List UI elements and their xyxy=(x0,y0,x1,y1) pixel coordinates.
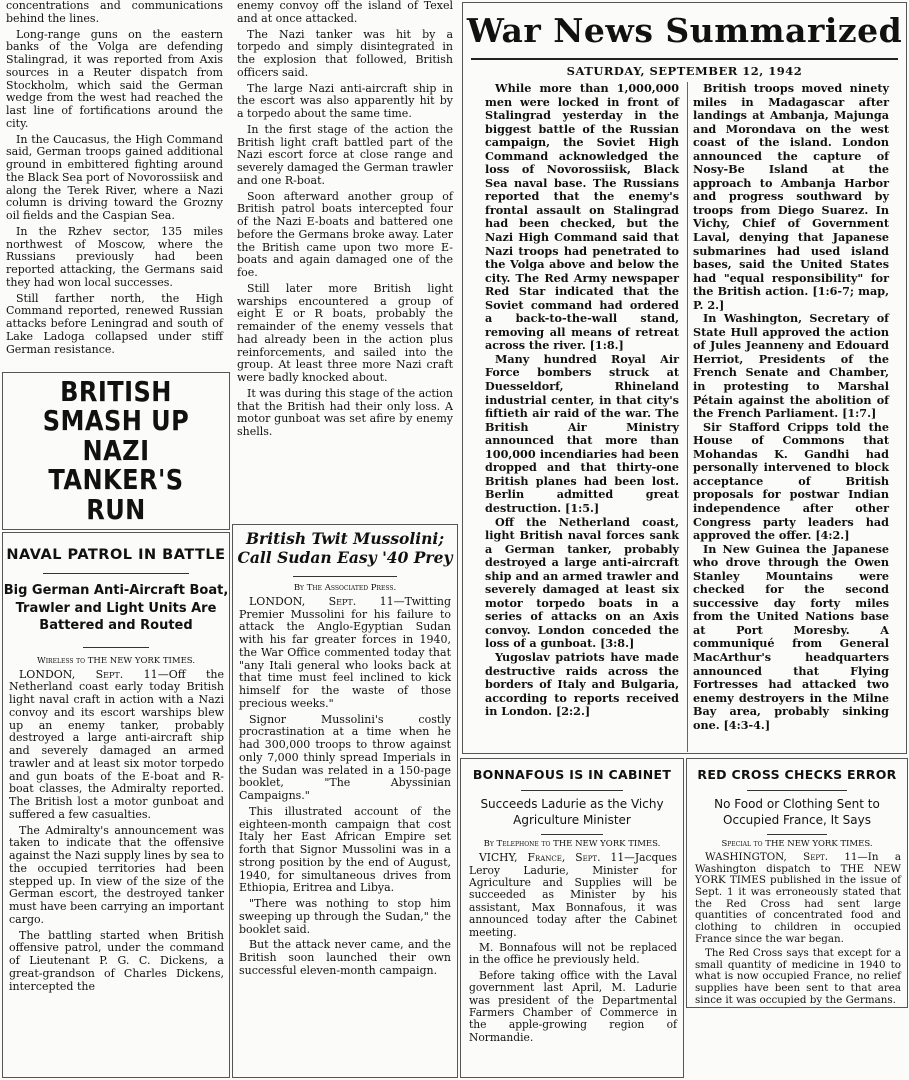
clipping-mussolini xyxy=(232,524,458,1078)
paragraph: Off the Netherland coast, light British naval forces sank a German tanker, probably destroyed a large anti-aircraft ship and an armed trawler and severely damaged at least six motor torpedo boats in a series of attacks on an Axis convoy. London conceded the loss of a gunboat. [3:8.] xyxy=(485,514,679,651)
paragraph: This illustrated account of the eighteen-month campaign that cost Italy her East African Empire set forth that Signor Mussolini was in a strong position by the end of August, 1940, for simultaneous drives from Ethiopia, Eritrea and Libya. xyxy=(239,804,451,895)
clipping-tanker-continuation xyxy=(232,0,458,466)
divider xyxy=(521,790,623,791)
summary-column-right xyxy=(693,82,889,732)
wire-credit: By The Associated Press. xyxy=(293,582,397,593)
divider xyxy=(767,834,827,835)
summary-column-left xyxy=(485,82,679,719)
paragraph: "There was nothing to stop him sweeping up through the Sudan," the booklet said. xyxy=(239,897,451,936)
paragraph: Long-range guns on the eastern banks of the Volga are defending Stalingrad, it was reported from Axis sources in a Reuter dispatch from Stockholm, which said the German wedge from the west had reached the last line of fortifications around the city. xyxy=(6,27,223,130)
headline: RED CROSS CHECKS ERROR xyxy=(697,767,897,782)
article-column xyxy=(687,852,907,1006)
subheadline-line: Occupied France, It Says xyxy=(723,812,871,827)
paragraph: The large Nazi anti-aircraft ship in the escort was also apparently hit by a torpedo about the same time. xyxy=(237,81,453,120)
paragraph: —Jacques Leroy Ladurie, Minister for Agriculture and Supplies will be succeeded as Minister by his assistant, Max Bonnafous, it was announced today after the Cabinet meeting. xyxy=(469,851,677,939)
dateline: WASHINGTON, Sept. 11 xyxy=(705,851,858,864)
paragraph: —Twitting Premier Mussolini for his failure to attack the Anglo-Egyptian Sudan with his far greater forces in 1940, the War Office commented today that "any Itali general who looks back at that time must feel inclined to kick himself for the waste of those precious weeks." xyxy=(239,594,451,710)
column-divider xyxy=(687,82,688,752)
paragraph: In the Rzhev sector, 135 miles northwest of Moscow, where the Russians previously had been reported attacking, the Germans said they had won local successes. xyxy=(6,224,223,289)
wire-credit: Special to THE NEW YORK TIMES. xyxy=(721,839,873,850)
paragraph: Still farther north, the High Command reported, renewed Russian attacks before Leningrad and south of Lake Ladoga collapsed under stiff German resistance. xyxy=(6,291,223,356)
divider xyxy=(747,790,847,791)
wire-credit: By Telephone to THE NEW YORK TIMES. xyxy=(483,839,661,850)
headline-line-2: NAZI TANKER'S RUN xyxy=(48,433,184,526)
clipping-bonnafous xyxy=(460,758,684,1078)
paragraph: The battling started when British offensive patrol, under the command of Lieutenant P. G. C. Dickens, a great-grandson of Charles Dickens, intercepted the xyxy=(9,928,224,993)
paragraph: The Admiralty's announcement was taken to indicate that the offensive against the Nazi supply lines by sea to the occupied territories had been stepped up. In view of the size of the German escort, the destroyed tanker must have been carrying an important cargo. xyxy=(9,823,224,926)
divider xyxy=(471,58,898,60)
article-column xyxy=(3,669,229,994)
issue-date: SATURDAY, SEPTEMBER 12, 1942 xyxy=(566,64,803,78)
clipping-eastern-front-continuation xyxy=(2,0,228,370)
headline-line-1: British Twit Mussolini; xyxy=(245,529,445,548)
dateline: VICHY, France, Sept. 11 xyxy=(479,851,625,865)
subheadline-line: Big German Anti-Aircraft Boat, xyxy=(3,583,229,598)
dateline: LONDON, Sept. 11 xyxy=(249,594,394,608)
headline-line-2: Call Sudan Easy '40 Prey xyxy=(237,548,453,568)
paragraph: —Off the Netherland coast early today British light naval craft in action with a Nazi convoy and its escort warships blew up an enemy tanker, probably destroyed a large anti-aircraft ship and severely damaged an armed trawler and at least six motor torpedo and gun boats of the E-boat and R-boat classes, the Admiralty reported. The British lost a motor gunboat and suffered a few casualties. xyxy=(9,667,224,821)
masthead-title: War News Summarized xyxy=(466,11,903,50)
paragraph: Many hundred Royal Air Force bombers struck at Duesseldorf, Rhineland industrial center, in that city's fiftieth air raid of the war. The British Air Ministry announced that more than 100,000 incendiaries had been dropped and that thirty-one British planes had been lost. Berlin admitted great destruction. [1:5.] xyxy=(485,351,679,515)
subheadline-line: Battered and Routed xyxy=(39,618,193,634)
headline: NAVAL PATROL IN BATTLE xyxy=(6,547,226,563)
paragraph: Signor Mussolini's costly procrastination at a time when he had 300,000 troops to throw against only 7,000 thinly spread Imperials in the Sudan was related in a 150-page booklet, "The Abyssinian Campaigns." xyxy=(239,712,451,802)
paragraph: In Washington, Secretary of State Hull approved the action of Jules Jeanneny and Edouard Herriot, Presidents of the French Senate and Chamber, in protesting to Marshal Pétain against the abolition of the French Parliament. [1:7.] xyxy=(693,311,889,421)
divider xyxy=(43,573,189,574)
paragraph: Soon afterward another group of British patrol boats intercepted four of the Nazi E-boats and battered one before the Germans broke away. Later the British came upon two more E-boats and again damaged one of the foe. xyxy=(237,189,453,279)
paragraph: It was during this stage of the action that the British had their only loss. A motor gunboat was set afire by enemy shells. xyxy=(237,386,453,438)
article-column xyxy=(2,0,228,356)
paragraph: The Nazi tanker was hit by a torpedo and simply disintegrated in the explosion that followed, British officers said. xyxy=(237,27,453,79)
paragraph: In the Caucasus, the High Command said, German troops gained additional ground in embittered fighting around the Black Sea port of Novorossiisk and along the Terek River, where a Nazi column is driving toward the Grozny oil fields and the Caspian Sea. xyxy=(6,132,223,222)
paragraph: In New Guinea the Japanese who drove through the Owen Stanley Mountains were checked for the second successive day forty miles from the United Nations base at Port Moresby. A communiqué from General MacArthur's headquarters announced that Flying Fortresses had attacked two enemy destroyers in the Milne Bay area, probably sinking one. [4:3-4.] xyxy=(693,541,889,732)
clipping-red-cross xyxy=(686,758,908,1008)
paragraph: British troops moved ninety miles in Madagascar after landings at Ambanja, Majunga and Morondava on the west coast of the island. London announced the capture of Nosy-Be Island at the approach to Ambanja Harbor and progress southward by troops from Diego Suarez. In Vichy, Chief of Government Laval, denying that Japanese submarines had used island bases, said the United States had "equal responsibility" for the British action. [1:6-7; map, P. 2.] xyxy=(693,81,889,312)
subheadline-line: Trawler and Light Units Are xyxy=(15,600,217,616)
paragraph: Yugoslav patriots have made destructive raids across the borders of Italy and Bulgaria, according to reports received in London. [2:2.] xyxy=(485,649,679,719)
paragraph: In the first stage of the action the British light craft battled part of the Nazi escort force at close range and severely damaged the German trawler and one R-boat. xyxy=(237,122,453,187)
headline: BONNAFOUS IS IN CABINET xyxy=(472,767,672,782)
paragraph: Sir Stafford Cripps told the House of Commons that Mohandas K. Gandhi had personally intervened to block acceptance of British proposals for postwar Indian independence after other Congress party leaders had approved the offer. [4:2.] xyxy=(693,419,889,543)
paragraph: M. Bonnafous will not be replaced in the office he previously held. xyxy=(469,941,677,967)
summary-columns xyxy=(463,82,906,754)
divider xyxy=(293,576,397,577)
paragraph: The Red Cross says that except for a small quantity of medicine in 1940 to what is now occupied France, no relief supplies have been sent to that area since it was occupied by the Germans. xyxy=(695,947,901,1006)
paragraph: —In a Washington dispatch to THE NEW YORK TIMES published in the issue of Sept. 1 it was erroneously stated that the Red Cross had sent large quantities of concentrated food and clothing to children in occupied France since the war began. xyxy=(695,851,901,945)
article-column xyxy=(233,596,457,978)
subheadline-line: No Food or Clothing Sent to xyxy=(714,797,880,811)
paragraph: While more than 1,000,000 men were locked in front of Stalingrad yesterday in the biggest battle of the Russian campaign, the Soviet High Command acknowledged the loss of Novorossiisk, Black Sea naval base. The Russians reported that the enemy's frontal assault on Stalingrad had been checked, but the Nazi High Command said that Nazi troops had penetrated to the Volga above and below the city. The Red Army newspaper Red Star indicated that the Soviet command had ordered a back-to-the-wall stand, removing all means of retreat across the river. [1:8.] xyxy=(485,81,679,353)
paragraph: But the attack never came, and the British soon launched their own successful eleven-month campaign. xyxy=(239,938,451,977)
divider xyxy=(83,647,149,648)
article-column xyxy=(232,0,458,439)
clipping-war-news-summarized xyxy=(462,2,907,754)
paragraph: enemy convoy off the island of Texel and at once attacked. xyxy=(237,0,453,25)
clipping-tanker-headline xyxy=(2,372,230,530)
article-column xyxy=(461,852,683,1044)
paragraph: Before taking office with the Laval government last April, M. Ladurie was president of the Departmental Farmers Chamber of Commerce in the apple-growing region of Normandie. xyxy=(469,968,677,1044)
subheadline-line: Agriculture Minister xyxy=(513,812,631,827)
dateline: LONDON, Sept. 11 xyxy=(19,667,158,681)
headline-line-1: BRITISH SMASH UP xyxy=(42,375,190,438)
wire-credit: Wireless to THE NEW YORK TIMES. xyxy=(36,655,196,666)
subheadline-line: Succeeds Ladurie as the Vichy xyxy=(480,797,664,811)
clipping-naval-patrol xyxy=(2,532,230,1078)
paragraph: concentrations and communications behind the lines. xyxy=(6,0,223,25)
divider xyxy=(541,834,603,835)
paragraph: Still later more British light warships encountered a group of eight E or R boats, probably the remainder of the enemy vessels that had already been in the action plus reinforcements, and sailed into the group. At least three more Nazi craft were badly knocked about. xyxy=(237,281,453,384)
